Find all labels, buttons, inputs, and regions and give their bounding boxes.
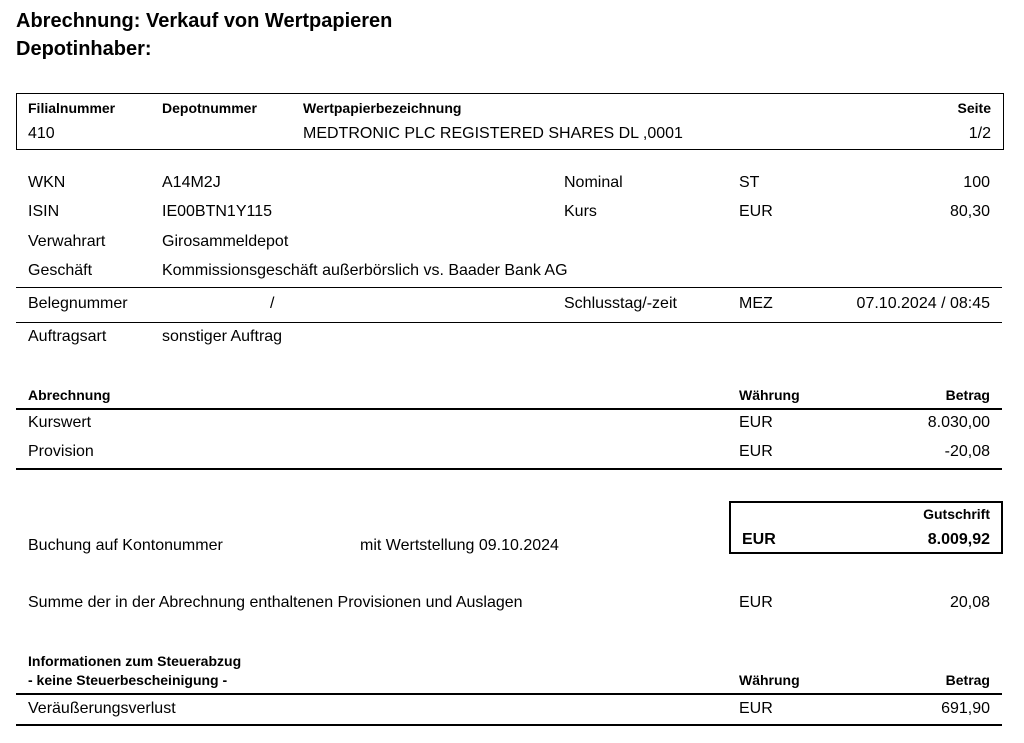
commission-label: Provision xyxy=(28,443,94,460)
trade-type-value: Kommissionsgeschäft außerbörslich vs. Baader Bank AG xyxy=(162,262,568,279)
market-value-currency: EUR xyxy=(739,414,773,431)
commission-amount: -20,08 xyxy=(944,443,990,460)
credit-label: Gutschrift xyxy=(923,506,990,522)
isin-label: ISIN xyxy=(28,203,60,220)
price-currency: EUR xyxy=(739,203,773,220)
tax-info-subheading: - keine Steuerbescheinigung - xyxy=(28,672,228,688)
branch-number: 410 xyxy=(28,125,55,142)
page-header: Seite xyxy=(957,100,991,116)
sale-loss-currency: EUR xyxy=(739,700,773,717)
divider xyxy=(16,287,1002,288)
divider xyxy=(16,468,1002,470)
nominal-value: 100 xyxy=(963,174,990,191)
depot-holder-label: Depotinhaber: xyxy=(16,38,152,60)
divider xyxy=(16,408,1002,410)
price-value: 80,30 xyxy=(949,203,990,220)
nominal-unit: ST xyxy=(739,174,760,191)
page-number: 1/2 xyxy=(968,125,991,142)
fees-sum-amount: 20,08 xyxy=(949,594,990,611)
fees-sum-label: Summe der in der Abrechnung enthaltenen Provisionen und Auslagen xyxy=(28,594,523,611)
depot-number-header: Depotnummer xyxy=(162,100,257,116)
market-value-amount: 8.030,00 xyxy=(927,414,990,431)
security-name-header: Wertpapierbezeichnung xyxy=(303,100,462,116)
divider xyxy=(16,693,1002,695)
timezone: MEZ xyxy=(739,295,773,312)
divider xyxy=(16,724,1002,726)
custody-type-value: Girosammeldepot xyxy=(162,233,289,250)
order-type-label: Auftragsart xyxy=(28,328,107,345)
sale-loss-label: Veräußerungsverlust xyxy=(28,700,176,717)
amount-header: Betrag xyxy=(945,387,990,403)
fees-sum-currency: EUR xyxy=(739,594,773,611)
tax-amount-header: Betrag xyxy=(945,672,990,688)
closing-datetime: 07.10.2024 / 08:45 xyxy=(856,295,990,312)
settlement-heading: Abrechnung xyxy=(28,387,111,403)
closing-date-label: Schlusstag/-zeit xyxy=(564,295,677,312)
value-date: mit Wertstellung 09.10.2024 xyxy=(360,537,559,554)
receipt-number-value: / xyxy=(270,295,275,312)
credit-amount: 8.009,92 xyxy=(927,531,990,548)
custody-type-label: Verwahrart xyxy=(28,233,106,250)
credit-currency: EUR xyxy=(742,531,776,548)
commission-currency: EUR xyxy=(739,443,773,460)
branch-number-header: Filialnummer xyxy=(28,100,116,116)
wkn-label: WKN xyxy=(28,174,66,191)
order-type-value: sonstiger Auftrag xyxy=(162,328,283,345)
sale-loss-amount: 691,90 xyxy=(941,700,990,717)
booking-account-label: Buchung auf Kontonummer xyxy=(28,537,223,554)
security-name: MEDTRONIC PLC REGISTERED SHARES DL ,0001 xyxy=(303,125,683,142)
document-title: Abrechnung: Verkauf von Wertpapieren xyxy=(16,10,393,32)
receipt-number-label: Belegnummer xyxy=(28,295,128,312)
currency-header: Währung xyxy=(739,387,800,403)
market-value-label: Kurswert xyxy=(28,414,92,431)
trade-type-label: Geschäft xyxy=(28,262,93,279)
divider xyxy=(16,322,1002,323)
wkn-value: A14M2J xyxy=(162,174,221,191)
nominal-label: Nominal xyxy=(564,174,623,191)
tax-info-heading: Informationen zum Steuerabzug xyxy=(28,653,242,669)
tax-currency-header: Währung xyxy=(739,672,800,688)
isin-value: IE00BTN1Y115 xyxy=(162,203,272,220)
price-label: Kurs xyxy=(564,203,597,220)
